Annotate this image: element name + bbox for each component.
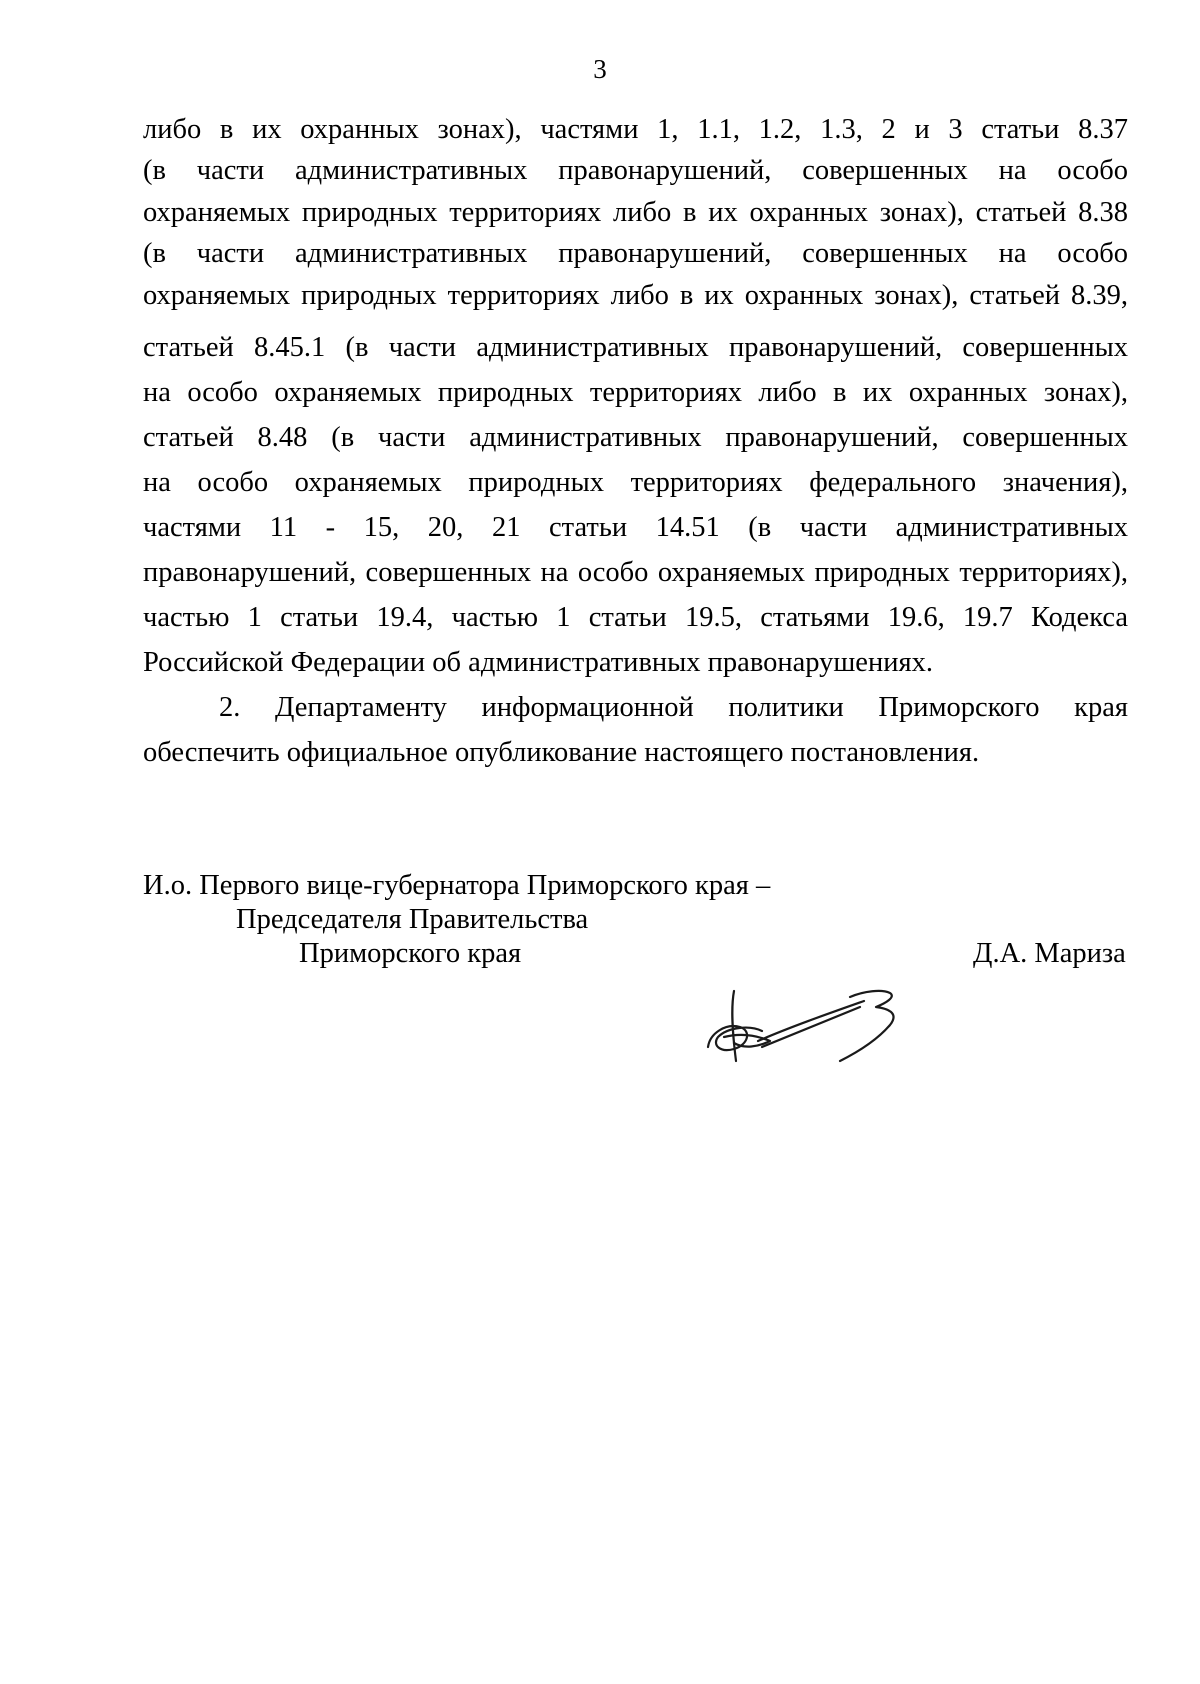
text-line: либо в их охранных зонах), частями 1, 1.1, 1.2, 1.3, 2 и 3 статьи 8.37: [143, 114, 1128, 145]
signatory-name: Д.А. Мариза: [973, 938, 1126, 969]
text-line: на особо охраняемых природных территориях либо в их охранных зонах),: [143, 377, 1128, 408]
text-line: частями 11 - 15, 20, 21 статьи 14.51 (в части административных: [143, 512, 1128, 543]
text-line: охраняемых природных территориях либо в их охранных зонах), статьей 8.39,: [143, 280, 1128, 311]
signatory-title-line-3: Приморского края: [299, 938, 522, 969]
text-line: частью 1 статьи 19.4, частью 1 статьи 19.5, статьями 19.6, 19.7 Кодекса: [143, 602, 1128, 633]
text-line: статьей 8.45.1 (в части административных правонарушений, совершенных: [143, 332, 1128, 363]
text-line: 2. Департаменту информационной политики Приморского края: [219, 692, 1128, 723]
text-line: обеспечить официальное опубликование настоящего постановления.: [143, 737, 980, 768]
text-line: Российской Федерации об административных правонарушениях.: [143, 647, 933, 678]
text-line: (в части административных правонарушений, совершенных на особо: [143, 238, 1128, 269]
text-line: на особо охраняемых природных территориях федерального значения),: [143, 467, 1128, 498]
text-line: правонарушений, совершенных на особо охраняемых природных территориях),: [143, 557, 1128, 588]
text-line: (в части административных правонарушений, совершенных на особо: [143, 155, 1128, 186]
text-line: охраняемых природных территориях либо в их охранных зонах), статьей 8.38: [143, 197, 1128, 228]
signatory-title-line-2: Председателя Правительства: [236, 904, 589, 935]
text-line: статьей 8.48 (в части административных правонарушений, совершенных: [143, 422, 1128, 453]
page-number: 3: [593, 54, 607, 84]
signatory-title-line-1: И.о. Первого вице-губернатора Приморского края –: [143, 870, 771, 901]
handwritten-signature: [700, 985, 925, 1065]
